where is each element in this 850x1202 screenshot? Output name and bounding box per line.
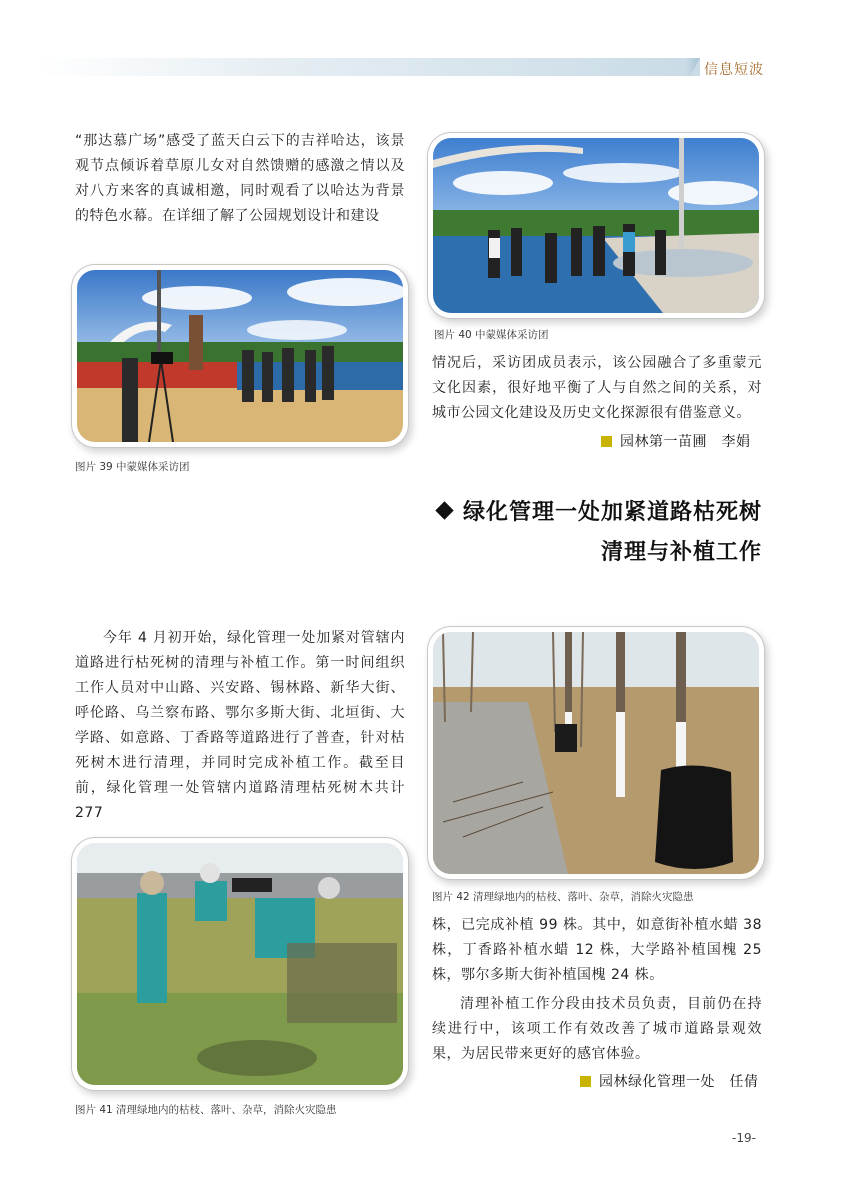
photo-41 <box>77 843 403 1085</box>
article1-author <box>601 431 751 451</box>
photo-41-caption: 图片 41 清理绿地内的枯枝、落叶、杂草，消除火灾隐患 <box>75 1104 337 1116</box>
article1-author-text: 园林第一苗圃 李娟 <box>620 434 751 450</box>
page-number: -19- <box>732 1131 756 1145</box>
header-bar <box>40 58 700 76</box>
bullet-square-icon <box>601 436 612 447</box>
article2-paragraph-left: 今年 4 月初开始，绿化管理一处加紧对管辖内道路进行枯死树的清理与补植工作。第一时间组织工作人员对中山路、兴安路、锡林路、新华大街、呼伦路、乌兰察布路、鄂尔多斯大街、北垣街、大学路、如意路、丁香路等道路进行了普查，针对枯死树木进行清理，并同时完成补植工作。截至目前，绿化管理一处管辖内道路清理枯死树木共计 277 <box>75 630 405 821</box>
article2-author <box>580 1071 759 1091</box>
article1-paragraph-continued: 情况后，采访团成员表示，该公园融合了多重蒙元文化因素，很好地平衡了人与自然之间的关系，对城市公园文化建设及历史文化探源很有借鉴意义。 <box>432 355 762 421</box>
diamond-bullet-icon <box>435 501 453 519</box>
article2-paragraph-right-2: 清理补植工作分段由技术员负责，目前仍在持续进行中，该项工作有效改善了城市道路景观效果，为居民带来更好的感官体验。 <box>432 996 762 1062</box>
bullet-square-icon <box>580 1076 591 1087</box>
photo-40-caption: 图片 40 中蒙媒体采访团 <box>434 329 549 341</box>
photo-42-caption: 图片 42 清理绿地内的枯枝、落叶、杂草，消除火灾隐患 <box>432 891 694 903</box>
article2-paragraph-right: 株，已完成补植 99 株。其中，如意街补植水蜡 38 株，丁香路补植水蜡 12 株，大学路补植国槐 25 株，鄂尔多斯大街补植国槐 24 株。 <box>432 917 762 983</box>
photo-42 <box>433 632 759 874</box>
article1-paragraph-top: “那达慕广场”感受了蓝天白云下的吉祥哈达，该景观节点倾诉着草原儿女对自然馈赠的感激之情以及对八方来客的真诚相邀，同时观看了以哈达为背景的特色水幕。在详细了解了公园规划设计和建设 <box>75 133 405 224</box>
photo-39 <box>77 270 403 442</box>
article2-title-line2: 清理与补植工作 <box>600 540 762 565</box>
photo-40 <box>433 138 759 313</box>
article2-author-text: 园林绿化管理一处 任倩 <box>599 1074 759 1090</box>
photo-39-caption: 图片 39 中蒙媒体采访团 <box>75 461 190 473</box>
section-label: 信息短波 <box>704 62 764 78</box>
article2-title-line1-text: 绿化管理一处加紧道路枯死树 <box>462 500 762 525</box>
article2-title-line1 <box>438 495 762 526</box>
